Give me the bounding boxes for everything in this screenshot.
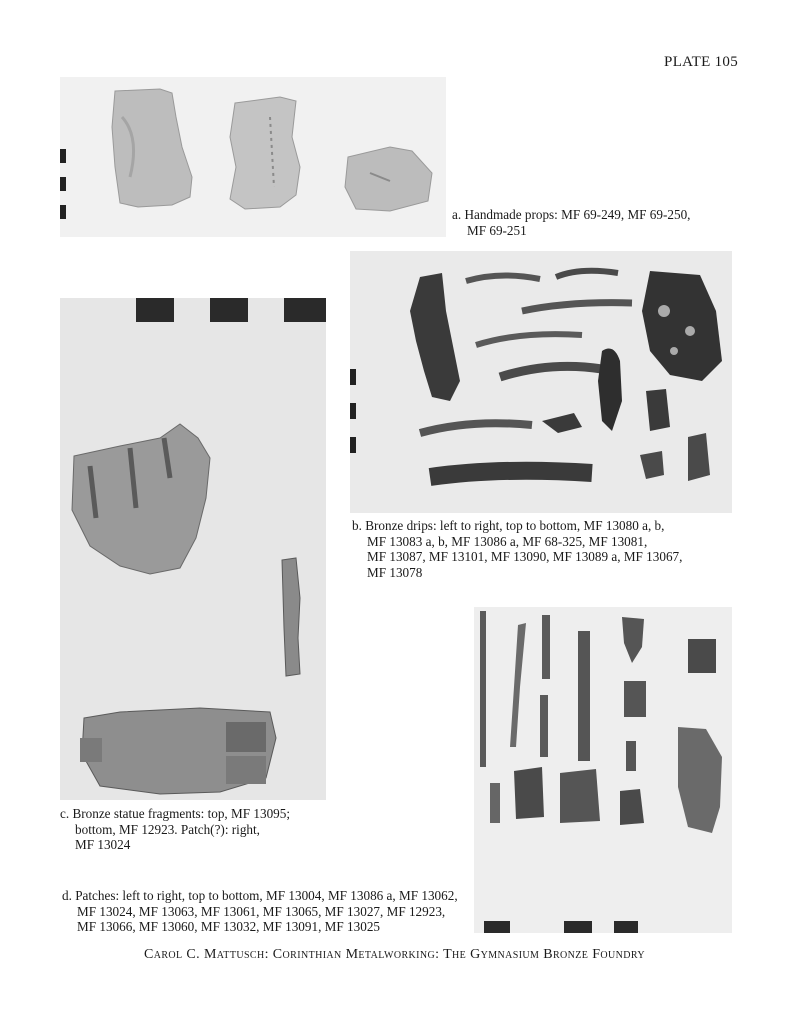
caption-a — [452, 207, 690, 238]
caption-line: b. Bronze drips: left to right, top to bottom, MF 13080 a, b, — [352, 518, 665, 533]
caption-line: MF 13024, MF 13063, MF 13061, MF 13065, MF 13027, MF 12923, — [77, 903, 446, 919]
caption-line: MF 69-251 — [467, 222, 527, 238]
caption-line: MF 13078 — [367, 564, 423, 580]
photo-c-statue-fragments — [60, 298, 326, 800]
caption-b — [352, 518, 682, 580]
caption-line: d. Patches: left to right, top to bottom, MF 13004, MF 13086 a, MF 13062, — [62, 888, 458, 903]
caption-line: bottom, MF 12923. Patch(?): right, — [75, 821, 260, 837]
caption-line: MF 13024 — [75, 837, 131, 852]
running-footer: Carol C. Mattusch: Corinthian Metalworking: The Gymnasium Bronze Foundry — [143, 947, 646, 962]
caption-line: MF 13087, MF 13101, MF 13090, MF 13089 a, MF 13067, — [367, 549, 683, 564]
caption-line: MF 13083 a, b, MF 13086 a, MF 68-325, MF 13081, — [367, 533, 648, 549]
photo-b-bronze-drips — [350, 251, 732, 513]
caption-line: MF 13066, MF 13060, MF 13032, MF 13091, MF 13025 — [77, 919, 381, 934]
photo-a-handmade-props — [60, 77, 446, 237]
caption-line: a. Handmade props: MF 69-249, MF 69-250, — [452, 207, 691, 222]
caption-line: c. Bronze statue fragments: top, MF 13095; — [60, 806, 291, 821]
plate-number: PLATE 105 — [664, 54, 738, 70]
caption-d — [62, 888, 458, 935]
caption-c — [60, 806, 290, 853]
photo-d-patches — [474, 607, 732, 933]
